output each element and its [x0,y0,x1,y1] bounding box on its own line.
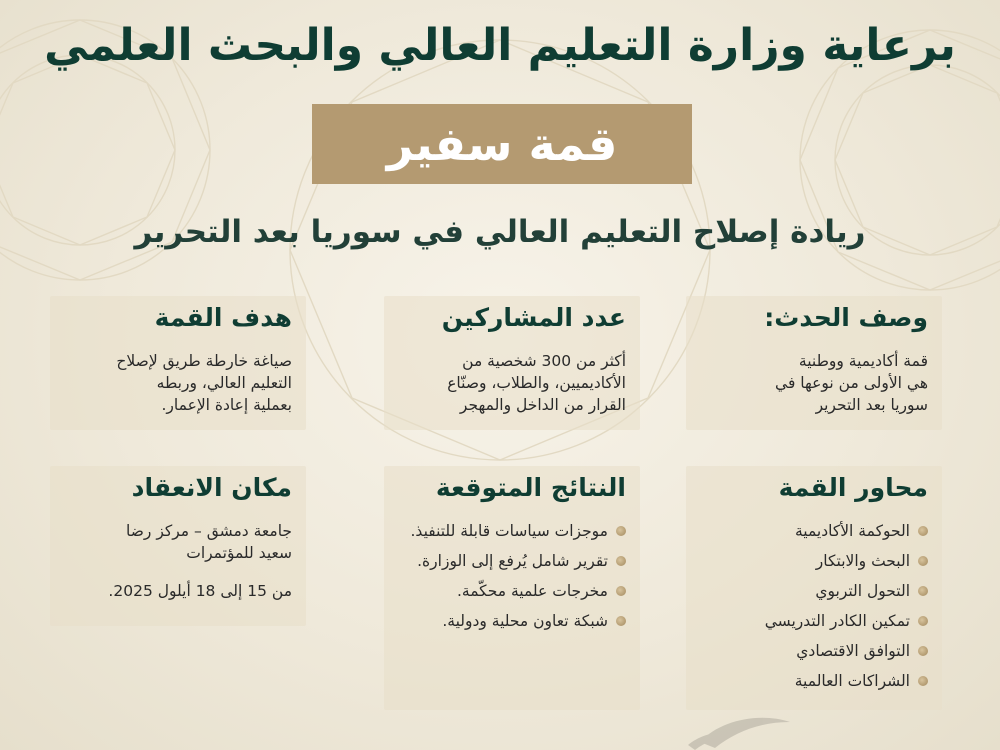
card-line: سوريا بعد التحرير [815,396,928,414]
bullet-icon [616,616,626,626]
bullet-icon [616,526,626,536]
page-subtitle: ريادة إصلاح التعليم العالي في سوريا بعد التحرير [134,214,866,250]
list-item [700,550,928,572]
list-item [398,550,626,572]
list-item [700,610,928,632]
card-title: مكان الانعقاد [131,473,292,502]
page-title: برعاية وزارة التعليم العالي والبحث العلمي [44,20,956,71]
card-title: محاور القمة [778,473,928,502]
card-title: وصف الحدث: [764,303,928,332]
results-list [398,520,626,632]
bullet-icon [918,616,928,626]
list-item-text: التحول التربوي [815,582,910,600]
expected-results-card [384,466,640,710]
list-item [700,580,928,602]
bullet-icon [616,556,626,566]
list-item [700,640,928,662]
list-item [398,580,626,602]
list-item [700,670,928,692]
list-item-text: الشراكات العالمية [794,672,910,690]
card-line: أكثر من 300 شخصية من [462,352,626,370]
card-line: بعملية إعادة الإعمار. [161,396,292,414]
card-body [398,350,626,416]
list-item [398,520,626,542]
event-description-card [686,296,942,430]
list-item-text: التوافق الاقتصادي [796,642,910,660]
bullet-icon [918,676,928,686]
list-item [398,610,626,632]
bullet-icon [918,646,928,656]
summit-axes-card [686,466,942,710]
card-line: جامعة دمشق – مركز رضا [126,522,292,540]
card-body [64,350,292,416]
list-item-text: البحث والابتكار [815,552,910,570]
card-title: عدد المشاركين [441,303,626,332]
list-item-text: الحوكمة الأكاديمية [794,522,910,540]
card-line: قمة أكاديمية ووطنية [798,352,928,370]
card-line: سعيد للمؤتمرات [186,544,292,562]
participants-card [384,296,640,430]
event-date: من 15 إلى 18 أيلول 2025. [108,582,292,600]
list-item-text: تمكين الكادر التدريسي [764,612,910,630]
card-line: صياغة خارطة طريق لإصلاح [116,352,292,370]
list-item-text: شبكة تعاون محلية ودولية. [442,612,608,630]
axes-list [700,520,928,692]
card-title: النتائج المتوقعة [435,473,626,502]
card-line: القرار من الداخل والمهجر [459,396,626,414]
card-line: هي الأولى من نوعها في [775,374,928,392]
card-body [700,350,928,416]
list-item [700,520,928,542]
venue-card [50,466,306,626]
card-line: التعليم العالي، وربطه [156,374,292,392]
list-item-text: مخرجات علمية محكّمة. [456,582,608,600]
list-item-text: تقرير شامل يُرفع إلى الوزارة. [417,552,608,570]
card-line: الأكاديميين، والطلاب، وصنّاع [447,374,626,392]
bullet-icon [918,526,928,536]
bullet-icon [616,586,626,596]
summit-name-banner [312,104,692,184]
bullet-icon [918,586,928,596]
bullet-icon [918,556,928,566]
card-title: هدف القمة [154,303,292,332]
summit-goal-card [50,296,306,430]
summit-name: قمة سفير [386,117,618,171]
list-item-text: موجزات سياسات قابلة للتنفيذ. [410,522,608,540]
card-body [64,520,292,602]
